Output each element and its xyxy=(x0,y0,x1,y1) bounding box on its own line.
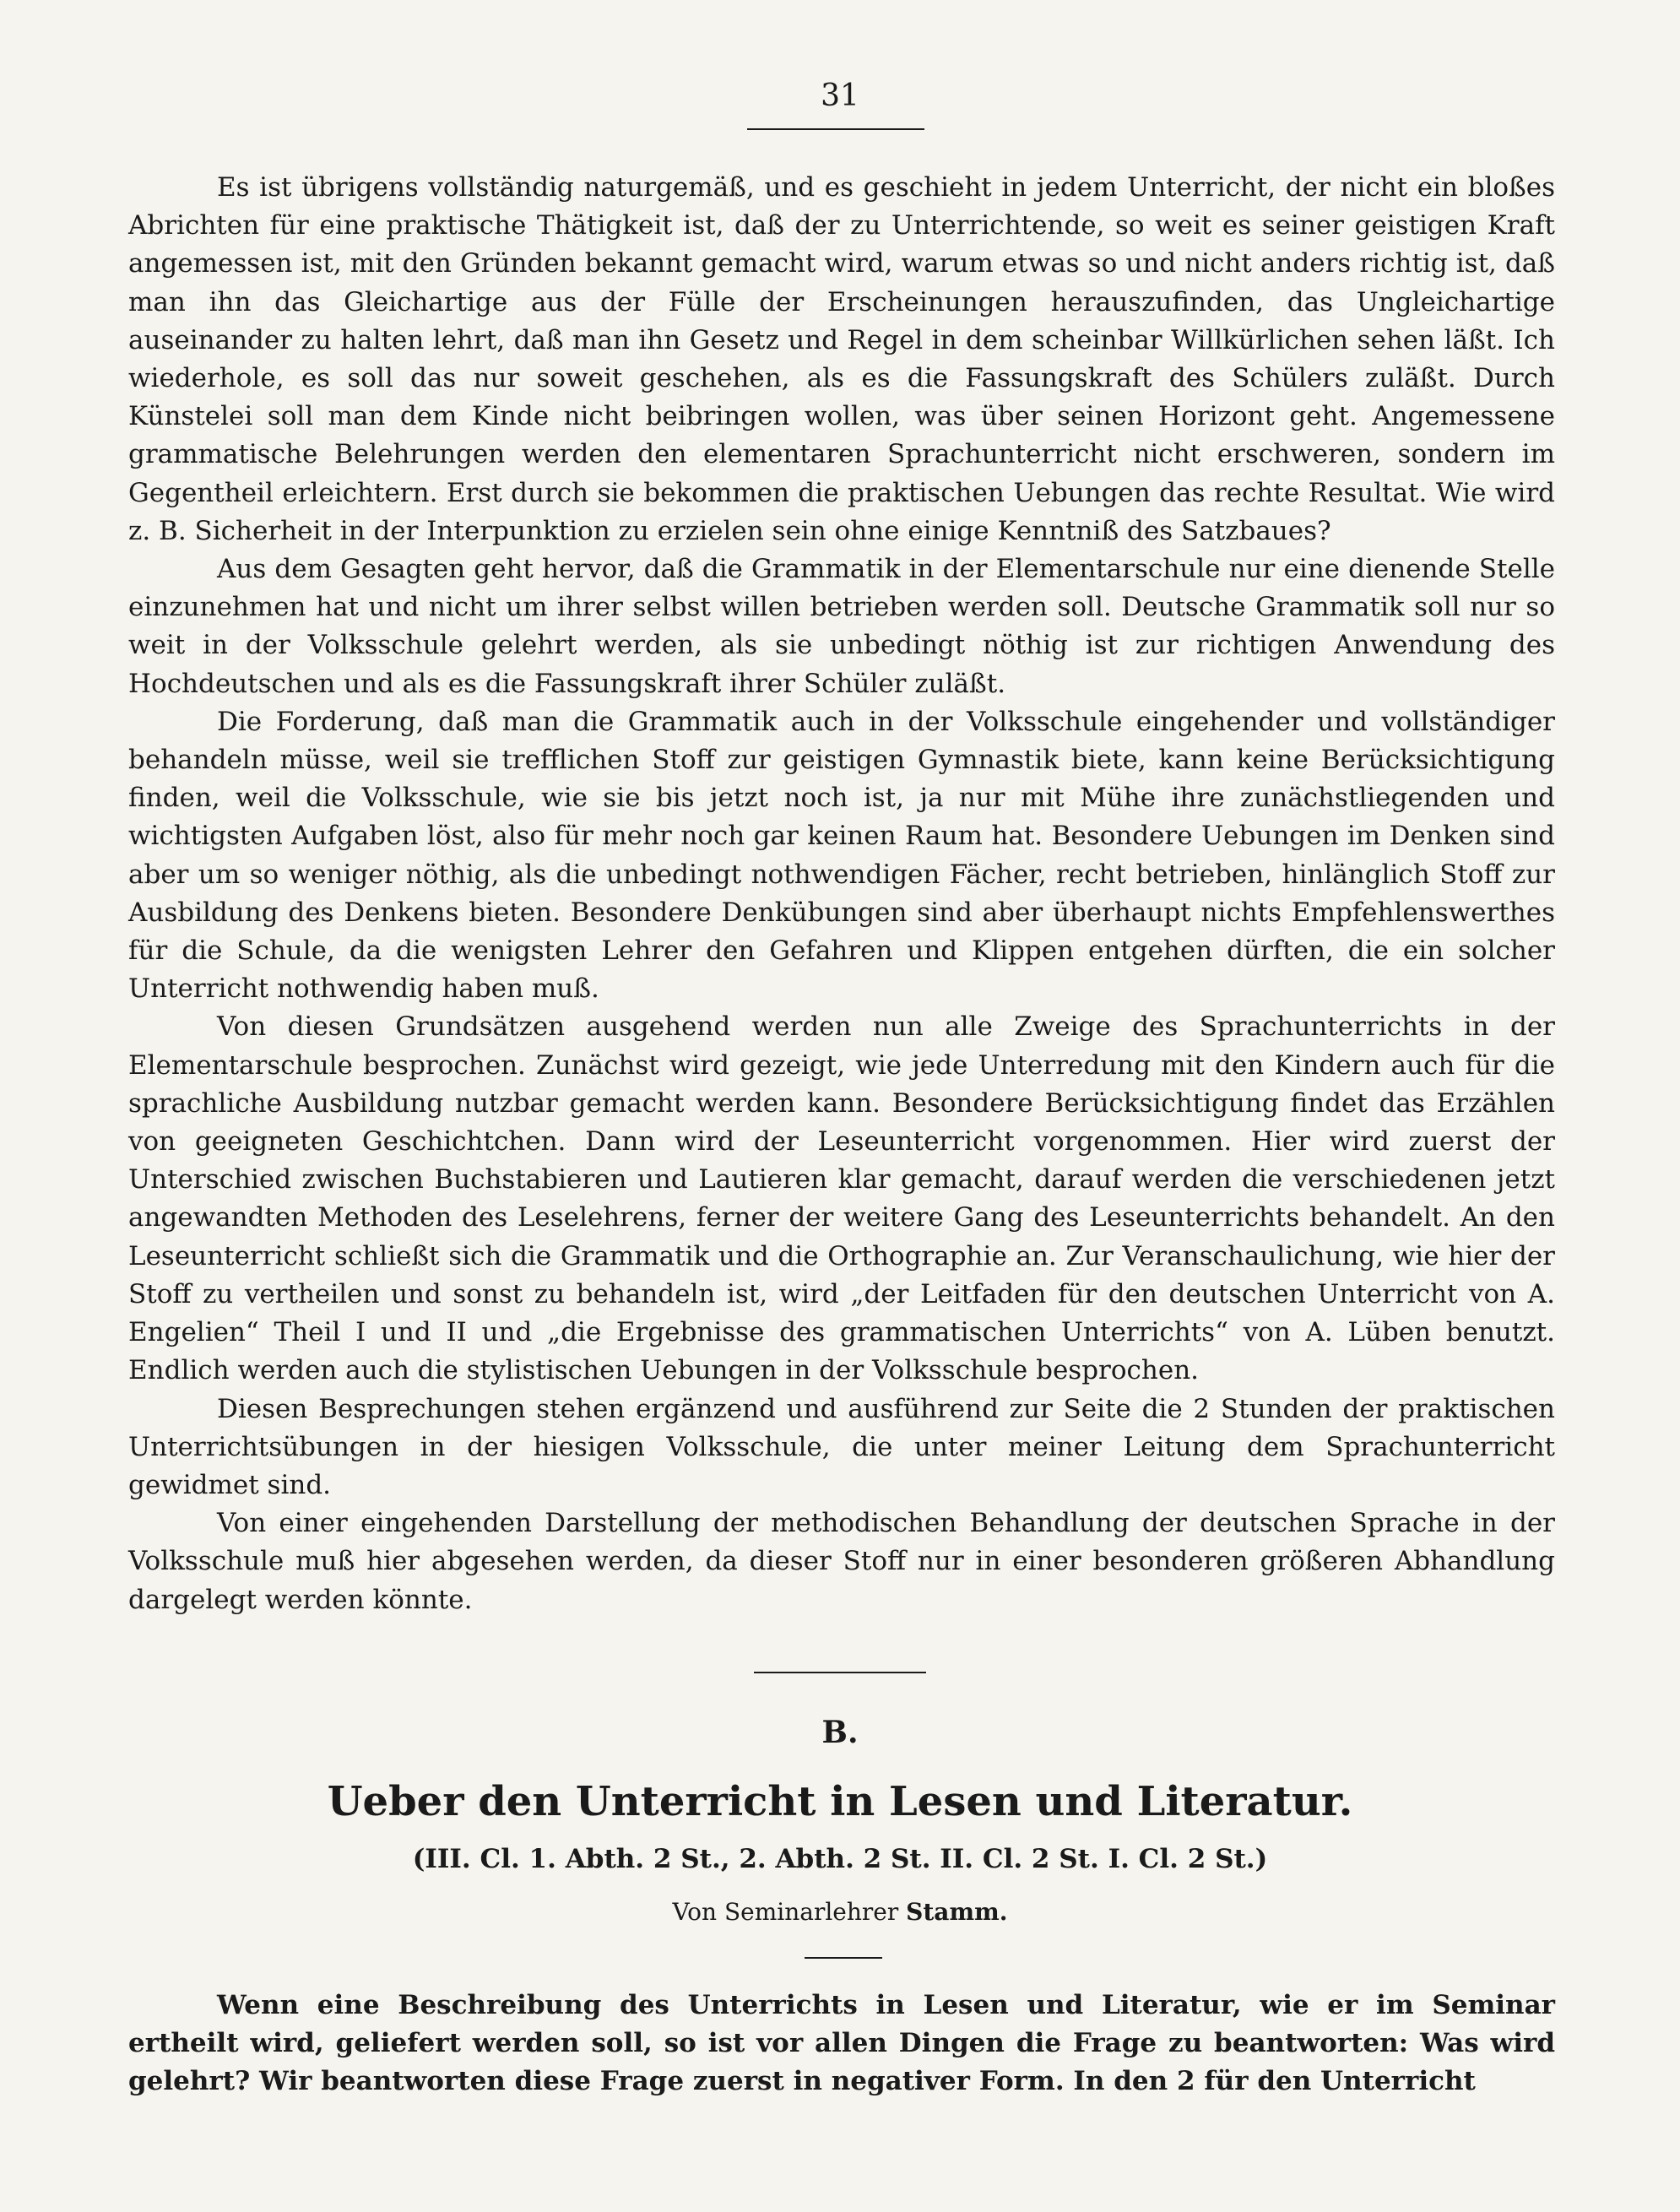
section-letter: B. xyxy=(821,1715,859,1750)
paragraph: Von einer eingehenden Darstellung der methodischen Behandlung der deutschen Sprache in der Volksschule muß hier abgesehen werden, da dieser Stoff nur in einer besonderen größeren Abhandlung dargelegt werden könnte. xyxy=(128,1508,1555,1615)
author-rule xyxy=(805,1957,882,1959)
section-title: Ueber den Unterricht in Lesen und Literatur. xyxy=(327,1778,1353,1825)
section-divider-rule xyxy=(754,1672,926,1673)
paragraph: Es ist übrigens vollständig naturgemäß, und es geschieht in jedem Unterricht, der nicht ein bloßes Abrichten für eine praktische Thätigkeit ist, daß der zu Unterrichtende, so weit es seiner geistigen Kraft angemessen ist, mit den Gründen bekannt gemacht wird, warum etwas so und nicht anders richtig ist, daß man ihn das Gleichartige aus der Fülle der Erscheinungen herauszufinden, das Ungleichartige auseinander zu halten lehrt, daß man ihn Gesetz und Regel in dem scheinbar Willkürlichen sehen läßt. Ich wiederhole, es soll das nur soweit geschehen, als es die Fassungskraft des Schülers zuläßt. Durch Künstelei soll man dem Kinde nicht beibringen wollen, was über seinen Horizont geht. Angemessene grammatische Belehrungen werden den elementaren Sprachunterricht nicht erschweren, sondern im Gegentheil erleichtern. Erst durch sie bekommen die praktischen Uebungen das rechte Resultat. Wie wird z. B. Sicherheit in der Interpunktion zu erzielen sein ohne einige Kenntniß des Satzbaues? xyxy=(128,172,1555,546)
paragraph: Diesen Besprechungen stehen ergänzend und ausführend zur Seite die 2 Stunden der praktischen Unterrichtsübungen in der hiesigen Volksschule, die unter meiner Leitung dem Sprachunterricht gewidmet sind. xyxy=(128,1393,1555,1500)
section-text xyxy=(128,1987,1555,2101)
page-number: 31 xyxy=(821,79,859,113)
section-author xyxy=(0,1896,1680,1928)
body-text xyxy=(128,169,1555,1619)
paragraph: Von diesen Grundsätzen ausgehend werden nun alle Zweige des Sprachunterrichts in der Elementarschule besprochen. Zunächst wird gezeigt, wie jede Unterredung mit den Kindern auch für die sprachliche Ausbildung nutzbar gemacht werden kann. Besondere Berücksichtigung findet das Erzählen von geeigneten Geschichtchen. Dann wird der Leseunterricht vorgenommen. Hier wird zuerst der Unterschied zwischen Buchstabieren und Lautieren klar gemacht, darauf werden die verschiedenen jetzt angewandten Methoden des Leselehrens, ferner der weitere Gang des Leseunterrichts behandelt. An den Leseunterricht schließt sich die Grammatik und die Orthographie an. Zur Veranschaulichung, wie hier der Stoff zu vertheilen und sonst zu behandeln ist, wird „der Leitfaden für den deutschen Unterricht von A. Engelien“ Theil I und II und „die Ergebnisse des grammatischen Unterrichts“ von A. Lüben benutzt. Endlich werden auch die stylistischen Uebungen in der Volksschule besprochen. xyxy=(128,1011,1555,1386)
section-subtitle: (III. Cl. 1. Abth. 2 St., 2. Abth. 2 St. II. Cl. 2 St. I. Cl. 2 St.) xyxy=(412,1844,1268,1874)
author-prefix: Von Seminarlehrer xyxy=(672,1898,899,1926)
paragraph: Die Forderung, daß man die Grammatik auch in der Volksschule eingehender und vollständiger behandeln müsse, weil sie trefflichen Stoff zur geistigen Gymnastik biete, kann keine Berücksichtigung finden, weil die Volksschule, wie sie bis jetzt noch ist, ja nur mit Mühe ihre zunächstliegenden und wichtigsten Aufgaben löst, also für mehr noch gar keinen Raum hat. Besondere Uebungen im Denken sind aber um so weniger nöthig, als die unbedingt nothwendigen Fächer, recht betrieben, hinlänglich Stoff zur Ausbildung des Denkens bieten. Besondere Denkübungen sind aber überhaupt nichts Empfehlenswerthes für die Schule, da die wenigsten Lehrer den Gefahren und Klippen entgehen dürften, die ein solcher Unterricht nothwendig haben muß. xyxy=(128,706,1555,1005)
paragraph: Wenn eine Beschreibung des Unterrichts in Lesen und Literatur, wie er im Seminar ertheilt wird, geliefert werden soll, so ist vor allen Dingen die Frage zu beantworten: Was wird gelehrt? Wir beantworten diese Frage zuerst in negativer Form. In den 2 für den Unterricht xyxy=(128,1990,1555,2097)
author-name: Stamm. xyxy=(906,1898,1008,1926)
paragraph: Aus dem Gesagten geht hervor, daß die Grammatik in der Elementarschule nur eine dienende Stelle einzunehmen hat und nicht um ihrer selbst willen betrieben werden soll. Deutsche Grammatik soll nur so weit in der Volksschule gelehrt werden, als sie unbedingt nöthig ist zur richtigen Anwendung des Hochdeutschen und als es die Fassungskraft ihrer Schüler zuläßt. xyxy=(128,554,1555,699)
header-rule xyxy=(747,128,924,130)
